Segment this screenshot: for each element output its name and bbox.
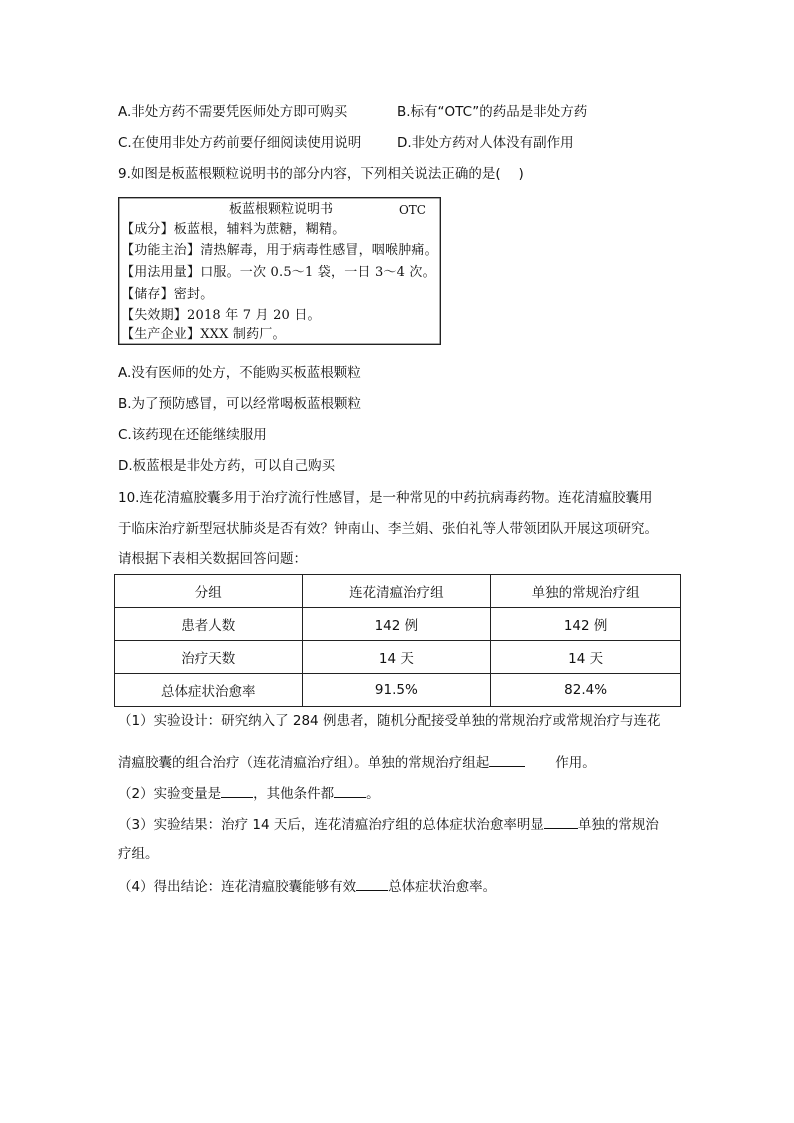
table-cell: 142 例	[302, 608, 491, 641]
medicine-dosage: 【用法用量】口服。一次 0.5～1 袋，一日 3～4 次。	[121, 265, 436, 280]
q10-sub1-text-a: 清瘟胶囊的组合治疗（连花清瘟治疗组）。单独的常规治疗组起	[118, 755, 490, 771]
answer-blank-1[interactable]	[489, 752, 525, 767]
q10-stem-line2: 于临床治疗新型冠状肺炎是否有效？钟南山、李兰娟、张伯礼等人带领团队开展这项研究。	[118, 521, 658, 537]
q10-sub1-text-b: 作用。	[555, 755, 596, 771]
q10-sub1-line2	[118, 752, 596, 772]
q10-sub4	[118, 876, 496, 896]
q10-stem-line1: 10.连花清瘟胶囊多用于治疗流行性感冒，是一种常见的中药抗病毒药物。连花清瘟胶囊用	[118, 490, 653, 506]
q10-stem-line3: 请根据下表相关数据回答问题：	[118, 551, 307, 567]
q8-option-c: C.在使用非处方药前要仔细阅读使用说明	[118, 135, 362, 151]
table-cell: 142 例	[491, 608, 681, 641]
table-cell: 14 天	[302, 641, 491, 674]
q9-option-c: C.该药现在还能继续服用	[118, 427, 267, 443]
q10-sub2-text-b: ，其他条件都	[253, 786, 335, 802]
medicine-ingredients: 【成分】板蓝根，辅料为蔗糖，糊精。	[121, 222, 346, 237]
q10-sub2-text-c: 。	[366, 786, 380, 802]
table-header-cell: 分组	[115, 575, 303, 608]
answer-blank-5[interactable]	[356, 876, 388, 891]
otc-label: OTC	[398, 203, 426, 217]
q10-sub3-text-a: （3）实验结果：治疗 14 天后，连花清瘟治疗组的总体症状治愈率明显	[118, 817, 544, 833]
table-row	[115, 674, 681, 707]
q10-sub4-text-b: 总体症状治愈率。	[388, 879, 497, 895]
table-row	[115, 608, 681, 641]
medicine-indications: 【功能主治】清热解毒，用于病毒性感冒，咽喉肿痛。	[121, 243, 438, 258]
medicine-instruction-title: 板蓝根颗粒说明书	[229, 202, 334, 217]
q8-option-a: A.非处方药不需要凭医师处方即可购买	[118, 104, 348, 120]
q8-option-b: B.标有“OTC”的药品是非处方药	[397, 104, 588, 120]
q8-option-d: D.非处方药对人体没有副作用	[397, 135, 574, 151]
medicine-storage: 【储存】密封。	[121, 287, 214, 302]
medicine-instruction-box	[118, 197, 441, 345]
medicine-expiry: 【失效期】2018 年 7 月 20 日。	[121, 308, 321, 323]
q10-sub1-line1: （1）实验设计：研究纳入了 284 例患者，随机分配接受单独的常规治疗或常规治疗与连花	[118, 713, 661, 729]
q9-option-a: A.没有医师的处方，不能购买板蓝根颗粒	[118, 365, 361, 381]
table-cell: 患者人数	[115, 608, 303, 641]
q10-sub2-text-a: （2）实验变量是	[118, 786, 222, 802]
table-header-row	[115, 575, 681, 608]
table-header-cell: 单独的常规治疗组	[491, 575, 681, 608]
answer-blank-2[interactable]	[221, 783, 253, 798]
answer-blank-4[interactable]	[544, 814, 578, 829]
q9-option-b: B.为了预防感冒，可以经常喝板蓝根颗粒	[118, 396, 362, 412]
table-cell: 总体症状治愈率	[115, 674, 303, 707]
q9-stem: 9.如图是板蓝根颗粒说明书的部分内容，下列相关说法正确的是( )	[118, 166, 524, 182]
answer-blank-3[interactable]	[334, 783, 366, 798]
table-header-cell: 连花清瘟治疗组	[302, 575, 491, 608]
q10-sub2	[118, 783, 380, 803]
q9-option-d: D.板蓝根是非处方药，可以自己购买	[118, 458, 336, 474]
q10-sub3-text-b: 单独的常规治	[577, 817, 659, 833]
table-cell: 治疗天数	[115, 641, 303, 674]
table-cell: 82.4%	[491, 674, 681, 707]
table-cell: 14 天	[491, 641, 681, 674]
results-table	[114, 574, 681, 707]
table-cell: 91.5%	[302, 674, 491, 707]
medicine-manufacturer: 【生产企业】XXX 制药厂。	[121, 327, 286, 342]
table-row	[115, 641, 681, 674]
medicine-instruction-title-row	[119, 201, 440, 219]
q10-sub4-text-a: （4）得出结论：连花清瘟胶囊能够有效	[118, 879, 357, 895]
q10-sub3-line1	[118, 814, 659, 834]
q10-sub3-line2: 疗组。	[118, 846, 159, 862]
